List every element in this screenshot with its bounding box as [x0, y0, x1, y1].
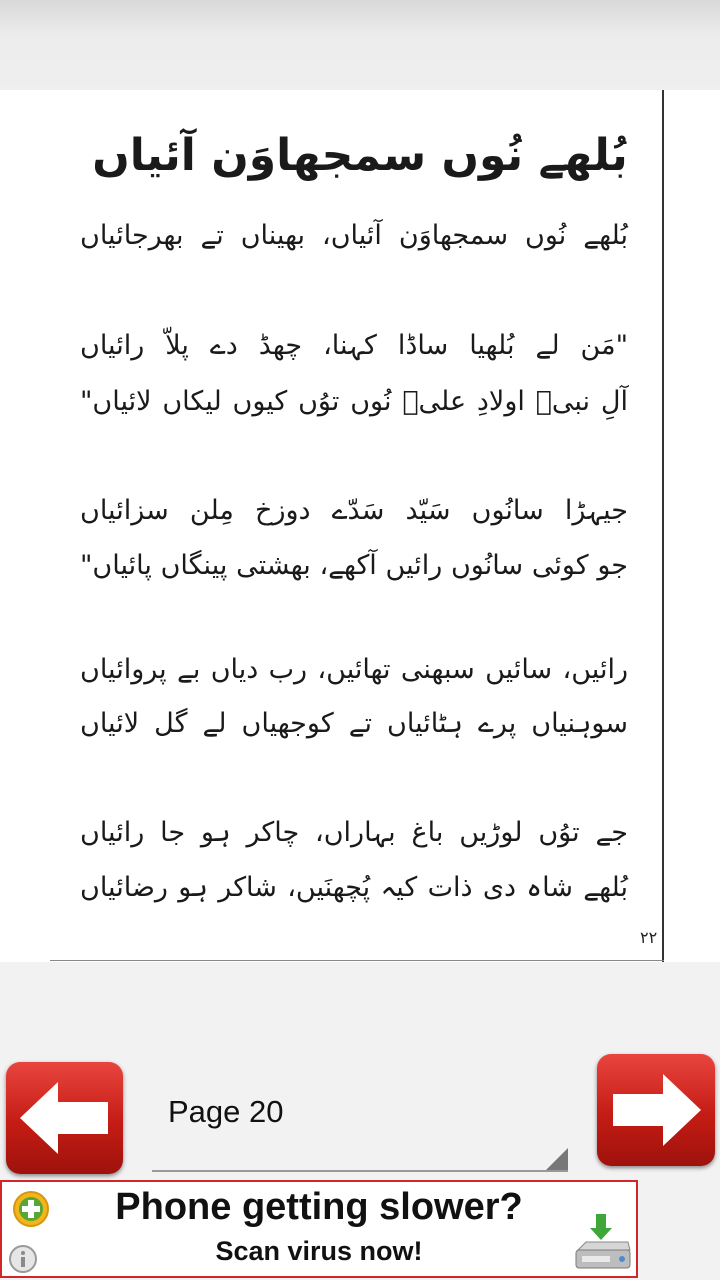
verse-line: "مَن لے بُلھیا ساڈا کہنا، چھڈ دے پلاّ رائیاں — [80, 330, 628, 361]
page-border-line — [662, 90, 664, 962]
info-icon[interactable] — [8, 1244, 38, 1274]
verse-line: بُلھے شاہ دی ذات کیہ پُچھنَیں، شاکر ہو رضائیاں — [80, 872, 628, 903]
dropdown-corner-icon — [546, 1148, 568, 1170]
next-page-button[interactable] — [597, 1054, 715, 1166]
ad-subline: Scan virus now! — [215, 1236, 423, 1266]
verse-line: رائیں، سائیں سبھنی تھائیں، رب دیاں بے پروائیاں — [80, 654, 628, 685]
previous-page-button[interactable] — [6, 1062, 123, 1174]
left-arrow-icon — [6, 1062, 123, 1174]
ad-headline: Phone getting slower? — [115, 1186, 523, 1228]
page-select-dropdown[interactable] — [152, 1080, 568, 1172]
verse-line: جو کوئی سانُوں رائیں آکھے، بھشتی پینگاں پائیاں" — [80, 550, 628, 581]
right-arrow-icon — [597, 1054, 715, 1166]
verse-line: بُلھے نُوں سمجھاوَن آئیاں، بھیناں تے بھرجائیاں — [80, 220, 628, 251]
verse-line: جیہڑا سانُوں سَیّد سَدّے دوزخ مِلن سزائیاں — [80, 495, 628, 526]
verse-line: جے توُں لوڑیں باغ بہاراں، چاکر ہو جا رائیاں — [80, 817, 628, 848]
hard-drive-download-icon — [572, 1212, 634, 1272]
page-select-value: Page 20 — [168, 1094, 284, 1129]
page-bottom-rule — [50, 960, 664, 961]
verse-line: سوہنیاں پرے ہٹائیاں تے کوجھیاں لے گل لائیاں — [80, 708, 628, 739]
page-number: ۲۲ — [640, 928, 658, 947]
verse-line: آلِ نبیؐ اولادِ علیؓ نُوں توُں کیوں لیکاں لائیاں" — [80, 386, 628, 417]
top-action-bar — [0, 0, 720, 90]
ad-banner[interactable] — [0, 1180, 638, 1278]
book-page-image — [0, 90, 720, 962]
poem-title: بُلھے نُوں سمجھاوَن آئیاں — [92, 130, 628, 181]
